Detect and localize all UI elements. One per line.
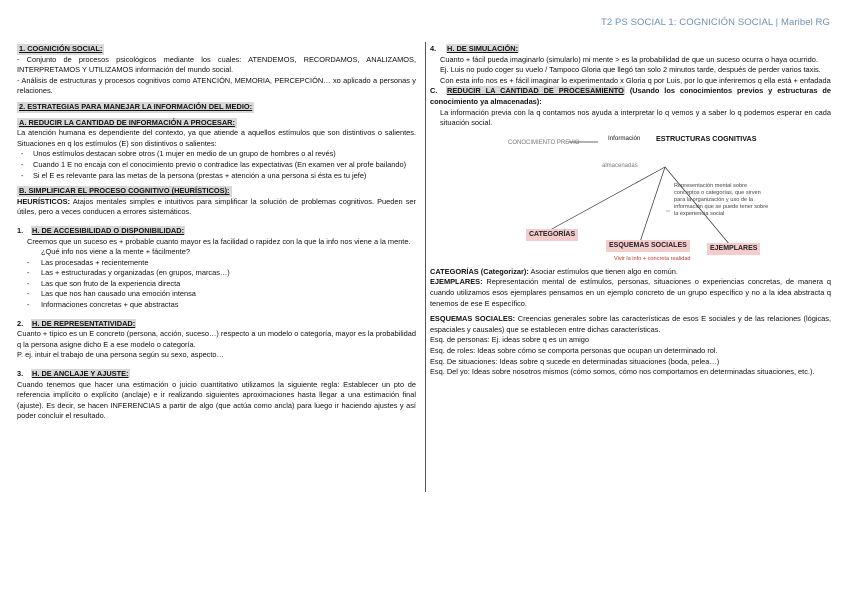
h3-number: 3. — [17, 369, 24, 379]
page-header: T2 PS SOCIAL 1: COGNICIÓN SOCIAL | Maribel RG — [600, 17, 830, 28]
ejemplares-lead: EJEMPLARES: — [430, 277, 483, 287]
h1-item: - Las + estructuradas y organizadas (en grupos, marcas…) — [17, 268, 416, 279]
left-column — [17, 44, 416, 422]
s1-bullet-1: - Conjunto de procesos psicológicos mediante los cuales: ATENDEMOS, RECORDAMOS, ANALIZAMOS, INTERPRETAMOS Y UTILIZAMOS información del mundo social. — [17, 54, 416, 75]
h1-number: 1. — [17, 225, 24, 235]
section-a-item: - Unos estímulos destacan sobre otros (1 mujer en medio de un grupo de hombres o al revés) — [17, 149, 416, 160]
s1-bullet-2: - Análisis de estructuras y procesos cognitivos como ATENCIÓN, MEMORIA, PERCEPCIÓN… xo aplicado a personas y relaciones. — [17, 75, 416, 96]
h2-paragraph-2: P. ej. intuir el trabajo de una persona según su sexo, aspecto… — [17, 350, 224, 360]
section-b-title: B. SIMPLIFICAR EL PROCESO COGNITIVO (HEURÍSTICOS): — [19, 186, 230, 196]
h4-paragraph-1: Cuanto + fácil pueda imaginarlo (simularlo) mi mente > es la probabilidad de que un suceso ocurra o haya ocurrido. — [440, 54, 818, 64]
section-c-title-rest: (Usando los conocimientos previos y estructuras de conocimiento ya almacenadas): — [430, 86, 831, 106]
h2-number: 2. — [17, 318, 24, 328]
esquemas-text: Creencias generales sobre las características de esos E sociales y de las relaciones (lógicas, espaciales y causales) que se establecen entre dichas características. — [430, 314, 832, 334]
h4-paragraph-2: Ej. Luis no pudo coger su vuelo / Tampoco Gloria que llegó tan solo 2 minutos tarde, después de perder varios taxis. — [440, 65, 821, 75]
ejemplares-definition — [430, 277, 831, 309]
h3-paragraph: Cuando tenemos que hacer una estimación o juicio cuantitativo utilizamos la siguiente regla: Establecer un pto de referencia implícito o explícito (anclaje) e ir realizando siguientes aproximaciones hasta llegar a una estimación final (ajuste). Es decir, se hacen INFERENCIAS a partir de algo (que actúa como ancla) para luego ir haciendo ajustes y así poder concluir el resultado. — [17, 379, 416, 421]
diagram-esquemas-sub: Vivir la info + concreta realidad — [614, 255, 691, 262]
categorias-lead: CATEGORÍAS (Categorizar): — [430, 266, 529, 276]
h4-heading — [430, 44, 831, 55]
column-divider — [425, 42, 426, 492]
section-c-label: C. — [430, 86, 438, 96]
section-a-item: - Si el E es relevante para las metas de la persona (prestas + atención a una persona si ésta es tu jefe) — [17, 171, 416, 182]
categorias-definition — [430, 267, 831, 278]
section-a-paragraph: La atención humana es dependiente del contexto, ya que atiende a aquellos estímulos que son distintivos o salientes. Situaciones en q los estímulos (E) son distintivos o salientes: — [17, 128, 416, 148]
tag-ejemplares: EJEMPLARES — [707, 243, 760, 256]
h2-paragraph-1: Cuanto + típico es un E concreto (persona, acción, suceso…) respecto a un modelo o categoría, mayor es la probabilidad q la persona asigne dicho E a ese modelo o categoría. — [17, 329, 416, 349]
diagram-previous-knowledge: CONOCIMIENTO PREVIO — [508, 139, 580, 146]
esquemas-definition — [430, 314, 831, 335]
heuristicos-text: Atajos mentales simples e intuitivos para simplificar la solución de problemas cognitivos. Pueden ser útiles, pero a veces conducen a errores sistemáticos. — [17, 196, 416, 217]
h1-heading — [17, 226, 416, 237]
section-1-title: 1. COGNICIÓN SOCIAL: — [19, 44, 103, 53]
section-c-paragraph: La información previa con la q contamos nos ayuda a interpretar lo q vemos y a saber lo q podemos esperar en cada situación social. — [440, 107, 831, 128]
h3-heading — [17, 369, 416, 380]
section-c-title: REDUCIR LA CANTIDAD DE PROCESAMIENTO — [447, 86, 624, 96]
h4-number: 4. — [430, 44, 437, 53]
h4-paragraph-3: Con esta info nos es + fácil imaginar lo experimentado x Gloria q por Luis, por lo que inferiremos q ella está + enfadada — [440, 75, 831, 85]
diagram-info-label: Información — [608, 134, 641, 142]
categorias-text: Asociar estímulos que tienen algo en común. — [528, 266, 678, 276]
tag-categorias: CATEGORÍAS — [526, 229, 578, 242]
diagram-stored-label: almacenadas — [602, 162, 638, 169]
tag-esquemas-sociales: ESQUEMAS SOCIALES — [606, 240, 690, 253]
esquemas-item: Esq. de roles: Ideas sobre cómo se comporta personas que ocupan un determinado rol. — [430, 345, 718, 355]
cognitive-structures-diagram — [430, 133, 831, 267]
esquemas-lead: ESQUEMAS SOCIALES: — [430, 314, 516, 324]
h1-title: H. DE ACCESIBILIDAD O DISPONIBILIDAD: — [32, 225, 185, 235]
h1-paragraph: Creemos que un suceso es + probable cuanto mayor es la facilidad o rapidez con la que la info nos viene a la mente. — [27, 236, 411, 246]
right-column — [430, 44, 831, 378]
section-c-heading — [430, 86, 831, 107]
h3-title: H. DE ANCLAJE Y AJUSTE: — [32, 369, 129, 379]
diagram-main-label: ESTRUCTURAS COGNITIVAS — [656, 133, 757, 143]
h1-question: ¿Qué info nos viene a la mente + fácilmente? — [41, 247, 190, 257]
ejemplares-text: Representación mental de estímulos, personas, situaciones o experiencias concretas, de manera q cuando utilizamos esos ejemplares pensamos en un ejemplo concreto de un grupo específico y no a la idea abstracta q tenemos de ese E específico. — [430, 277, 831, 308]
h1-item: - Las procesadas + recientemente — [17, 258, 416, 269]
section-a-title: A. REDUCIR LA CANTIDAD DE INFORMACIÓN A PROCESAR: — [19, 117, 235, 127]
h2-heading — [17, 319, 416, 330]
esquemas-item: Esq. De situaciones: Ideas sobre q sucede en determinadas situaciones (boda, pelea…) — [430, 356, 720, 366]
section-b-paragraph — [17, 197, 416, 218]
section-a-item: - Cuando 1 E no encaja con el conocimiento previo o contradice las expectativas (En examen ver al profe bailando) — [17, 160, 416, 171]
h1-item: - Las que nos han causado una emoción intensa — [17, 289, 416, 300]
section-2-title: 2. ESTRATEGIAS PARA MANEJAR LA INFORMACIÓN DEL MEDIO: — [19, 101, 253, 111]
esquemas-item: Esq. de personas: Ej. ideas sobre q es un amigo — [430, 335, 589, 345]
diagram-note: Representación mental sobre conceptos o categorías, que sirven para la organización y uso de la información que se puede tener sobre la experiencia social — [674, 182, 769, 217]
h1-item: - Las que son fruto de la experiencia directa — [17, 279, 416, 290]
heuristicos-lead: HEURÍSTICOS: — [17, 196, 70, 206]
h2-title: H. DE REPRESENTATIVIDAD: — [32, 318, 136, 328]
h4-title: H. DE SIMULACIÓN: — [447, 44, 519, 53]
esquemas-item: Esq. Del yo: Ideas sobre nosotros mismos (cómo somos, cómo nos comportamos en determinadas situaciones, etc.). — [430, 367, 815, 377]
h1-item: - Informaciones concretas + que abstractas — [17, 300, 416, 311]
